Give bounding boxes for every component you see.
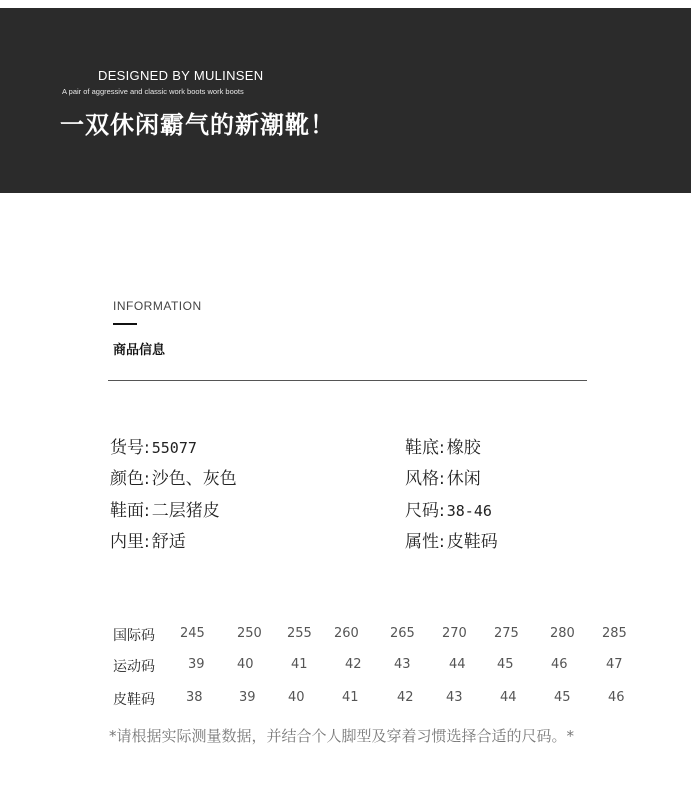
- size-cell: 46: [551, 657, 568, 672]
- size-cell: 46: [608, 690, 625, 705]
- information-underline: [113, 323, 137, 325]
- spec-item-number: [110, 433, 197, 458]
- size-cell: 45: [554, 690, 571, 705]
- size-row-label: 运动码: [113, 659, 155, 675]
- divider: [108, 380, 587, 381]
- size-cell: 41: [342, 690, 359, 705]
- spec-value: 舒适: [151, 532, 186, 552]
- size-cell: 41: [291, 657, 308, 672]
- size-cell: 39: [188, 657, 205, 672]
- spec-lining: [110, 527, 186, 552]
- size-row-label: 皮鞋码: [113, 692, 155, 708]
- size-row-label: 国际码: [113, 628, 155, 644]
- size-cell: 275: [494, 626, 519, 641]
- size-cell: 43: [394, 657, 411, 672]
- size-cell: 40: [237, 657, 254, 672]
- spec-value: 皮鞋码: [446, 532, 498, 552]
- spec-key: 颜色:: [110, 469, 150, 489]
- spec-color: [110, 464, 237, 489]
- size-cell: 245: [180, 626, 205, 641]
- spec-key: 鞋面:: [110, 501, 150, 521]
- size-cell: 285: [602, 626, 627, 641]
- header-banner: [0, 8, 691, 193]
- brand-tagline: A pair of aggressive and classic work boots work boots: [62, 87, 244, 96]
- brand-title: DESIGNED BY MULINSEN: [98, 68, 264, 83]
- spec-key: 风格:: [405, 469, 445, 489]
- size-cell: 45: [497, 657, 514, 672]
- size-cell: 47: [606, 657, 623, 672]
- spec-attribute: [405, 527, 498, 552]
- product-info-heading: 商品信息: [113, 343, 166, 358]
- spec-upper: [110, 496, 220, 521]
- size-cell: 250: [237, 626, 262, 641]
- information-label: INFORMATION: [113, 299, 202, 313]
- spec-value: 休闲: [446, 469, 481, 489]
- size-cell: 280: [550, 626, 575, 641]
- size-cell: 44: [500, 690, 517, 705]
- size-note: *请根据实际测量数据，并结合个人脚型及穿着习惯选择合适的尺码。*: [109, 727, 575, 745]
- spec-value: 55077: [151, 439, 197, 457]
- spec-value: 沙色、灰色: [151, 469, 237, 489]
- size-cell: 265: [390, 626, 415, 641]
- size-cell: 39: [239, 690, 256, 705]
- size-cell: 38: [186, 690, 203, 705]
- size-cell: 270: [442, 626, 467, 641]
- spec-key: 属性:: [405, 532, 445, 552]
- size-cell: 255: [287, 626, 312, 641]
- spec-value: 二层猪皮: [151, 501, 220, 521]
- spec-value: 38-46: [446, 502, 492, 520]
- spec-size: [405, 496, 492, 521]
- spec-key: 内里:: [110, 532, 150, 552]
- size-cell: 44: [449, 657, 466, 672]
- spec-key: 货号:: [110, 438, 150, 458]
- spec-key: 尺码:: [405, 501, 445, 521]
- size-cell: 40: [288, 690, 305, 705]
- spec-sole: [405, 433, 481, 458]
- size-cell: 260: [334, 626, 359, 641]
- spec-style: [405, 464, 481, 489]
- spec-value: 橡胶: [446, 438, 481, 458]
- slogan: 一双休闲霸气的新潮靴！: [60, 111, 335, 139]
- size-cell: 42: [345, 657, 362, 672]
- size-cell: 43: [446, 690, 463, 705]
- spec-key: 鞋底:: [405, 438, 445, 458]
- size-cell: 42: [397, 690, 414, 705]
